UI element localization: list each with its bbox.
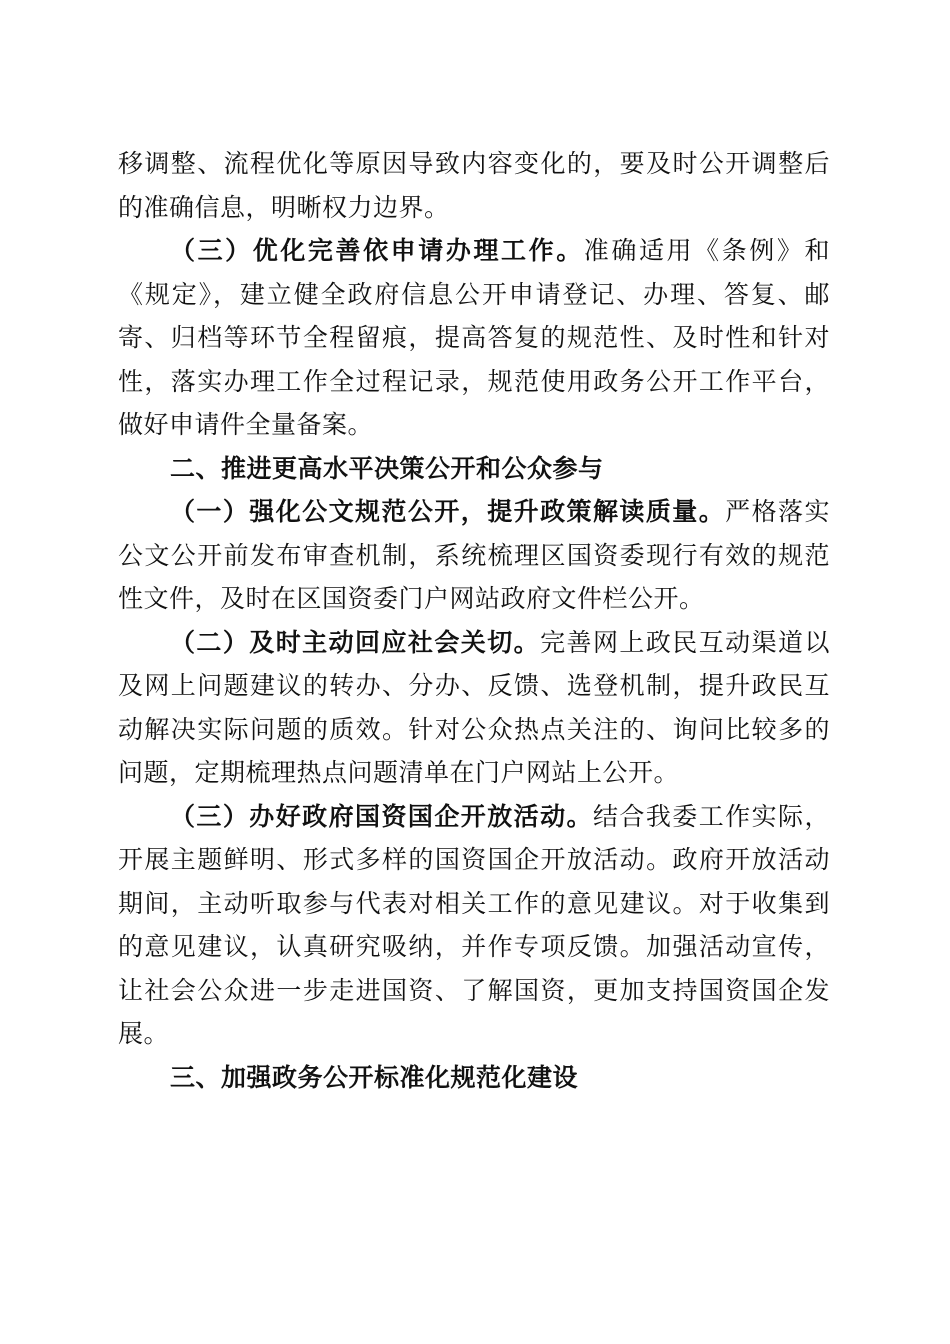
section-heading-standardization: 三、加强政务公开标准化规范化建设 [170,1062,579,1092]
paragraph-text: 结合我委工作实际，开展主题鲜明、形式多样的国资国企开放活动。政府开放活动期间，主动听取参与代表对相关工作的意见建议。对于收集到的意见建议，认真研究吸纳，并作专项反馈。加强活动宣传，让社会公众进一步走进国资、了解国资，更加支持国资国企发展。 [118,801,830,1048]
subsection-paragraph-apply-handling [118,229,830,447]
paragraph-text: 移调整、流程优化等原因导致内容变化的，要及时公开调整后的准确信息，明晰权力边界。 [118,149,830,222]
subsection-paragraph-document-disclosure [118,490,830,621]
subsection-lead: （三）办好政府国资国企开放活动。 [170,801,593,831]
subsection-lead: （一）强化公文规范公开，提升政策解读质量。 [170,497,726,526]
continuation-paragraph [118,142,830,229]
subsection-paragraph-public-concerns [118,621,830,795]
paragraph-text: 准确适用《条例》和《规定》，建立健全政府信息公开申请登记、办理、答复、邮寄、归档等环节全程留痕，提高答复的规范性、及时性和针对性，落实办理工作全过程记录，规范使用政务公开工作平台，做好申请件全量备案。 [118,236,830,439]
subsection-lead: （二）及时主动回应社会关切。 [170,627,541,657]
subsection-lead: （三）优化完善依申请办理工作。 [170,236,584,265]
document-body [118,142,830,1099]
paragraph-text: 完善网上政民互动渠道以及网上问题建议的转办、分办、反馈、选登机制，提升政民互动解决实际问题的质效。针对公众热点关注的、询问比较多的问题，定期梳理热点问题清单在门户网站上公开。 [118,627,830,787]
section-heading-decision-openness: 二、推进更高水平决策公开和公众参与 [170,453,604,483]
paragraph-text: 严格落实公文公开前发布审查机制，系统梳理区国资委现行有效的规范性文件，及时在区国资委门户网站政府文件栏公开。 [118,497,830,613]
subsection-paragraph-open-activities [118,795,830,1056]
